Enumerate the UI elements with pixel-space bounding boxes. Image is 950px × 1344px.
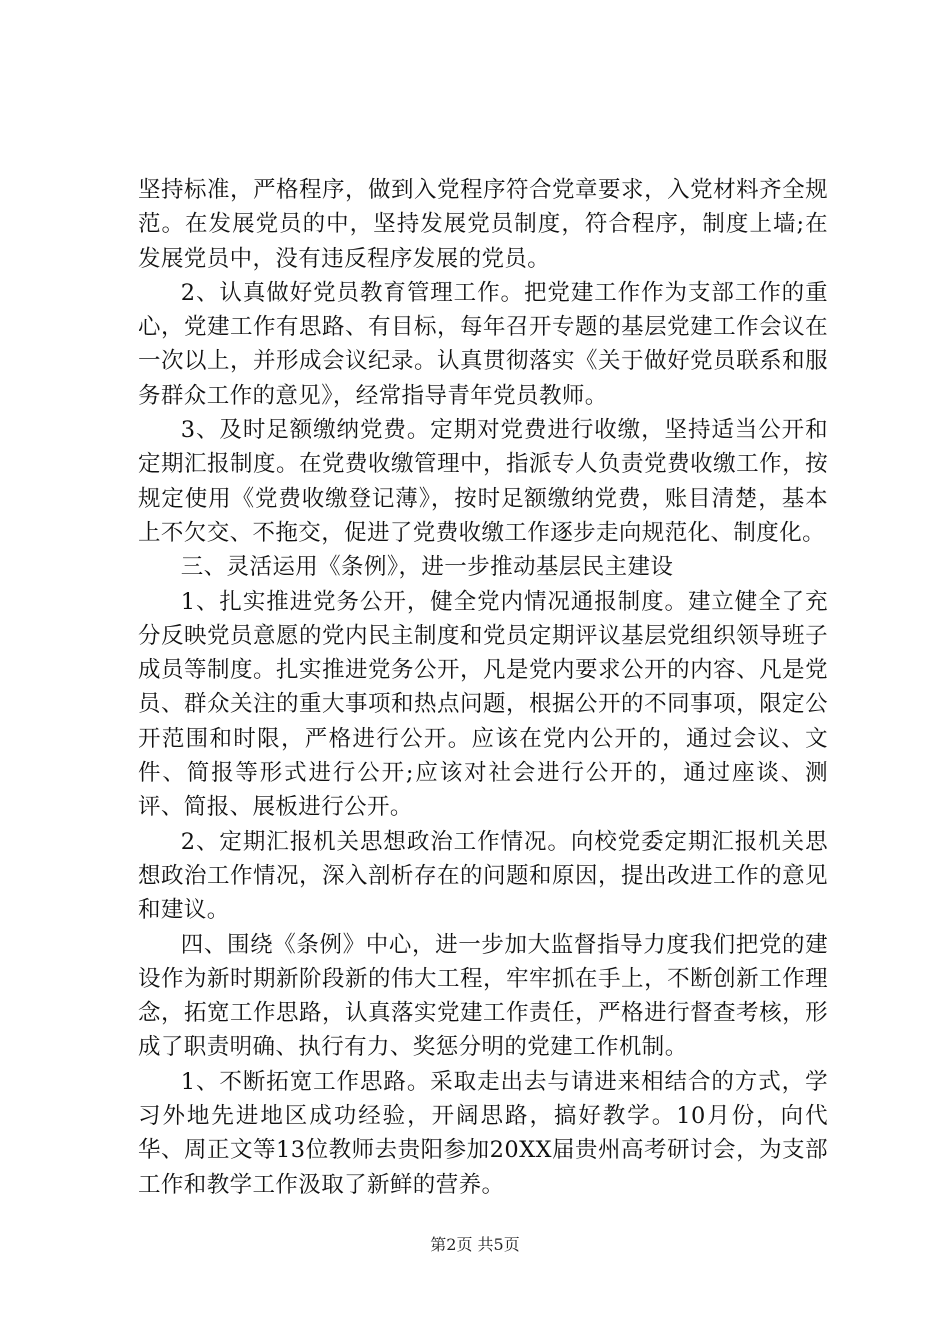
paragraph-political-report: 2、定期汇报机关思想政治工作情况。向校党委定期汇报机关思想政治工作情况，深入剖析存在的问题和原因，提出改进工作的意见和建议。 — [138, 828, 828, 924]
section-heading-4: 四、围绕《条例》中心，进一步加大监督指导力度我们把党的建设作为新时期新阶段新的伟大工程，牢牢抓在手上，不断创新工作理念，拓宽工作思路，认真落实党建工作责任，严格进行督查考核，形成了职责明确、执行有力、奖惩分明的党建工作机制。 — [138, 931, 828, 1061]
paragraph-continuation: 坚持标准，严格程序，做到入党程序符合党章要求，入党材料齐全规范。在发展党员的中，坚持发展党员制度，符合程序，制度上墙;在发展党员中，没有违反程序发展的党员。 — [138, 177, 828, 272]
paragraph-work-ideas: 1、不断拓宽工作思路。采取走出去与请进来相结合的方式，学习外地先进地区成功经验，开阔思路，搞好教学。10月份，向代华、周正文等13位教师去贵阳参加20XX届贵州高考研讨会，为支部工作和教学工作汲取了新鲜的营养。 — [138, 1068, 828, 1198]
section-heading-3: 三、灵活运用《条例》，进一步推动基层民主建设 — [180, 554, 674, 581]
paragraph-party-education: 2、认真做好党员教育管理工作。把党建工作作为支部工作的重心，党建工作有思路、有目标，每年召开专题的基层党建工作会议在一次以上，并形成会议纪录。认真贯彻落实《关于做好党员联系和服务群众工作的意见》，经常指导青年党员教师。 — [138, 279, 828, 409]
paragraph-party-affairs: 1、扎实推进党务公开，健全党内情况通报制度。建立健全了充分反映党员意愿的党内民主制度和党员定期评议基层党组织领导班子成员等制度。扎实推进党务公开，凡是党内要求公开的内容、凡是党员、群众关注的重大事项和热点问题，根据公开的不同事项，限定公开范围和时限，严格进行公开。应该在党内公开的，通过会议、文件、简报等形式进行公开;应该对社会进行公开的，通过座谈、测评、简报、展板进行公开。 — [138, 588, 828, 821]
paragraph-party-dues: 3、及时足额缴纳党费。定期对党费进行收缴，坚持适当公开和定期汇报制度。在党费收缴管理中，指派专人负责党费收缴工作，按规定使用《党费收缴登记薄》，按时足额缴纳党费，账目清楚，基本上不欠交、不拖交，促进了党费收缴工作逐步走向规范化、制度化。 — [138, 417, 828, 546]
page-number-footer: 第2页 共5页 — [430, 1235, 520, 1254]
document-body — [138, 173, 828, 1202]
